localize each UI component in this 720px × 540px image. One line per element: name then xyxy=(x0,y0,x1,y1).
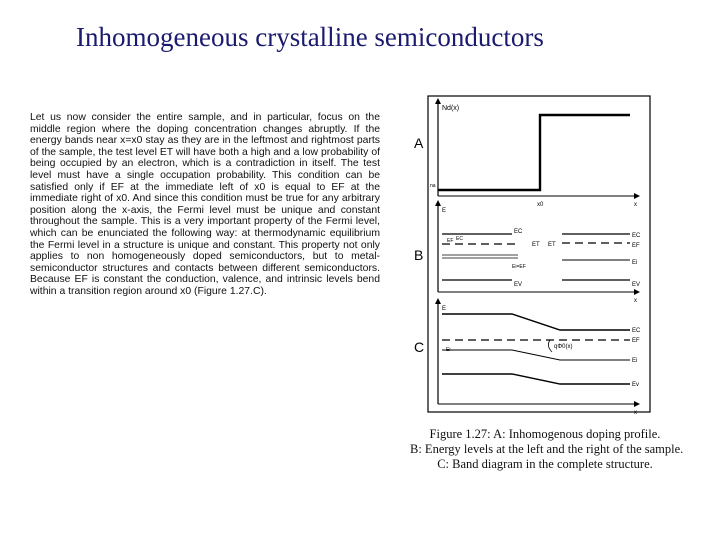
ei-right-label: Ei xyxy=(632,260,638,266)
panel-c-ei-label: Ei xyxy=(632,358,638,364)
panel-c-ei-left-label: Ei xyxy=(446,347,451,353)
panel-b xyxy=(414,200,641,304)
panel-a-letter: A xyxy=(414,135,424,151)
ec-band xyxy=(442,314,630,330)
et-label: ET xyxy=(532,242,540,248)
ec-left-label-2: EC xyxy=(456,236,463,242)
ei-band xyxy=(442,350,630,360)
body-paragraph: Let us now consider the entire sample, and in particular, focus on the middle region where the doping concentration changes abruptly. If the energy bands near x=x0 stay as they are in the leftmost and rightmost parts of the sample, the test level ET will have both a high and a low probability of being occupied by an electron, which is a contradiction in itself. The test level must have a single occupation probability. This condition can be satisfied only if EF at the immediate left of x0 is equal to EF at the immediate right of x0. And since this condition must be true for any arbitrary position along the x-axis, the Fermi level must be unique and constant throughout the sample. This is a very important property of the Fermi level, which can be enunciated the following way: at thermodynamic equilibrium the Fermi level in a structure is unique and constant. This property not only applies to non homogeneously doped semiconductors, but to metal-semiconductor structures and contacts between different semiconductors. Because EF is constant the conduction, valence, and intrinsic levels bend within a transition region around x0 (Figure 1.27.C). xyxy=(30,112,380,297)
panel-a xyxy=(414,98,640,208)
panel-a-x-arrow xyxy=(634,193,640,199)
ef-left-label: EF xyxy=(447,238,454,244)
phi-bracket xyxy=(548,340,552,352)
panel-a-n-label: na xyxy=(430,183,436,189)
ec-right-label: EC xyxy=(632,233,641,239)
panel-c-x-label: x xyxy=(634,410,637,416)
ev-right-label: EV xyxy=(632,282,641,288)
panel-c-ef-label: EF xyxy=(632,338,640,344)
panel-b-x-arrow xyxy=(634,289,640,295)
panel-c-ec-label: EC xyxy=(632,328,641,334)
panel-c-x-arrow xyxy=(634,401,640,407)
caption-line-3: C: Band diagram in the complete structure. xyxy=(437,457,653,471)
ev-left-label: EV xyxy=(514,282,523,288)
panel-b-x-label: x xyxy=(634,298,637,304)
doping-profile-line xyxy=(438,115,630,190)
figure-caption xyxy=(410,427,684,472)
panel-b-e-label: E xyxy=(442,208,447,214)
ev-band xyxy=(442,374,630,384)
panel-a-x0-label: x0 xyxy=(537,202,544,208)
caption-line-1: Figure 1.27: A: Inhomogenous doping profile. xyxy=(429,427,661,441)
panel-a-x-label: x xyxy=(634,202,637,208)
caption-line-2: B: Energy levels at the left and the right of the sample. xyxy=(410,442,684,456)
et-right-label: ET xyxy=(548,242,556,248)
panel-b-letter: B xyxy=(414,247,424,263)
panel-a-ylabel: Nd(x) xyxy=(442,105,460,112)
panel-c-e-label: E xyxy=(442,306,447,312)
ec-left-label: EC xyxy=(514,229,523,235)
panel-b-y-arrow xyxy=(435,200,441,206)
panel-a-y-arrow xyxy=(435,98,441,104)
phi-label: qΦ0(x) xyxy=(554,344,573,350)
panel-c-ev-label: Ev xyxy=(632,382,640,388)
panel-c xyxy=(414,298,641,416)
ef-right-label: EF xyxy=(632,243,640,249)
panel-c-y-arrow xyxy=(435,298,441,304)
band-diagram-figure xyxy=(412,94,674,424)
efi-label: Ei=EF xyxy=(512,264,526,270)
slide-title: Inhomogeneous crystalline semiconductors xyxy=(76,22,544,52)
panel-c-letter: C xyxy=(414,339,425,355)
